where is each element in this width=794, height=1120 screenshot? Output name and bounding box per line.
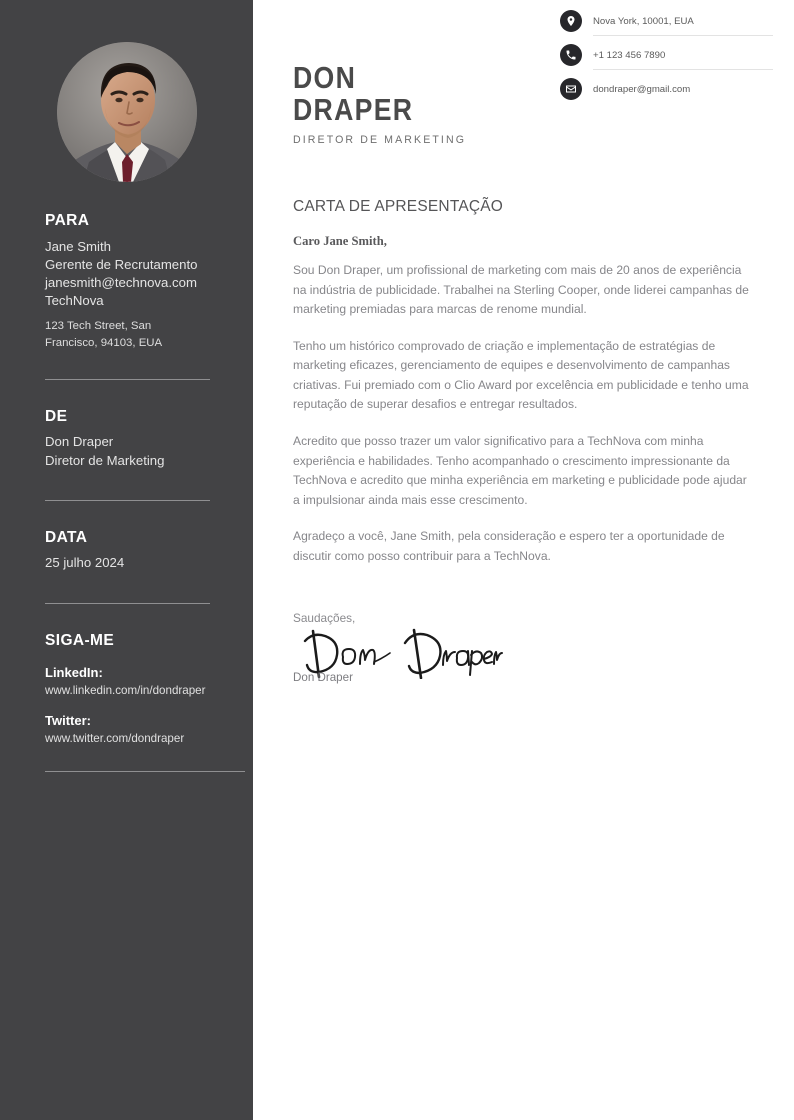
phone-icon	[560, 44, 582, 66]
first-name: DON	[293, 60, 357, 95]
social-url-twitter[interactable]: www.twitter.com/dondraper	[45, 732, 185, 746]
contact-location	[560, 6, 760, 36]
recipient-name: Jane Smith	[45, 238, 111, 254]
section-heading-de: DE	[45, 407, 68, 425]
recipient-email: janesmith@technova.com	[45, 275, 197, 291]
contact-email	[560, 74, 760, 104]
paragraph-2: Tenho um histórico comprovado de criação e implementação de estratégias de marketing eficazes, gerenciamento de equipes e desenvolvimento de campanhas criativas. Fui premiado com o Clio Award por excelência em publicidade e tenho uma reputação de superar desafios e entregar resultados.	[293, 338, 749, 412]
sidebar-section-de	[45, 408, 245, 470]
salutation: Caro Jane Smith,	[293, 234, 387, 248]
signature-image	[293, 627, 755, 677]
paragraph-1: Sou Don Draper, um profissional de marketing com mais de 20 anos de experiência na indústria de publicidade. Trabalhei na Sterling Cooper, onde liderei campanhas de marketing premiadas para marcas de renome mundial.	[293, 263, 749, 317]
recipient-address-line1: 123 Tech Street, San	[45, 320, 152, 333]
contact-location-value: Nova York, 10001, EUA	[593, 15, 694, 27]
last-name: DRAPER	[293, 91, 414, 127]
contact-email-value: dondraper@gmail.com	[593, 83, 691, 95]
contact-divider-1	[593, 35, 773, 36]
main-content	[253, 0, 794, 1120]
sidebar	[0, 0, 253, 1120]
envelope-icon	[560, 78, 582, 100]
recipient-company: TechNova	[45, 293, 104, 309]
section-heading-data: DATA	[45, 528, 88, 546]
recipient-title: Gerente de Recrutamento	[45, 256, 198, 272]
paragraph-3: Acredito que posso trazer um valor significativo para a TechNova com minha experiência e habilidades. Tenho acompanhado o crescimento impressionante da TechNova e acredito que minha experiência em marketing e publicidade pode ajudar a impulsionar ainda mais esse crescimento.	[293, 434, 747, 507]
closing-text: Saudações,	[293, 610, 356, 625]
job-title: DIRETOR DE MARKETING	[293, 134, 467, 147]
contact-phone-value: +1 123 456 7890	[593, 49, 666, 61]
social-label-linkedin: LinkedIn:	[45, 665, 103, 681]
social-url-linkedin[interactable]: www.linkedin.com/in/dondraper	[45, 684, 206, 698]
contact-list	[560, 6, 760, 104]
contact-divider-2	[593, 69, 773, 70]
sender-title: Diretor de Marketing	[45, 452, 165, 468]
section-heading-para: PARA	[45, 212, 90, 229]
page-title: CARTA DE APRESENTAÇÃO	[293, 198, 504, 215]
letter-date: 25 julho 2024	[45, 555, 125, 571]
sidebar-section-data	[45, 529, 245, 573]
sidebar-section-social	[45, 632, 245, 747]
avatar	[57, 42, 197, 182]
sender-name: Don Draper	[45, 434, 114, 450]
social-label-twitter: Twitter:	[45, 713, 91, 729]
signature-name: Don Draper	[293, 670, 353, 684]
location-pin-icon	[560, 10, 582, 32]
letter-body	[293, 198, 755, 684]
sidebar-section-para	[45, 212, 245, 351]
contact-phone	[560, 40, 760, 70]
sidebar-divider-4	[45, 771, 245, 772]
paragraph-4: Agradeço a você, Jane Smith, pela consideração e espero ter a oportunidade de discutir como posso contribuir para a TechNova.	[293, 529, 725, 563]
sidebar-content	[45, 212, 245, 772]
name-block	[293, 62, 523, 146]
section-heading-social: SIGA-ME	[45, 631, 115, 649]
portrait-photo	[57, 42, 197, 182]
recipient-address-line2: Francisco, 94103, EUA	[45, 336, 163, 349]
